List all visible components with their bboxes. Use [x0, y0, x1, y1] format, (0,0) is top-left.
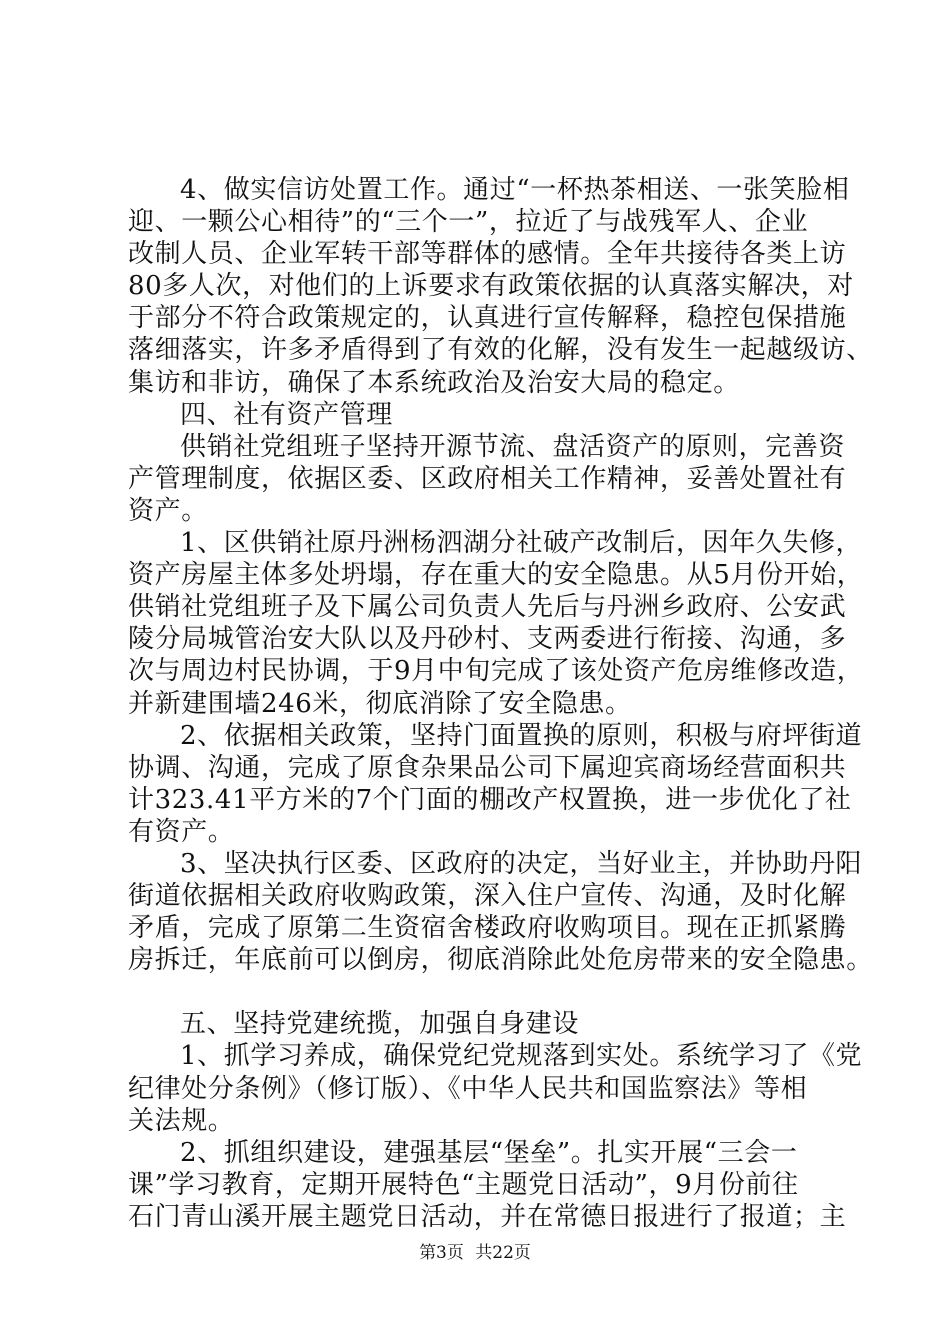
text-line: 资产房屋主体多处坍塌，存在重大的安全隐患。从5月份开始， [128, 560, 864, 591]
paragraph-gap [128, 976, 850, 1008]
text-line: 并新建围墙246米，彻底消除了安全隐患。 [128, 688, 632, 719]
text-line: 于部分不符合政策规定的，认真进行宣传解释，稳控包保措施 [128, 303, 847, 334]
text-line: 石门青山溪开展主题党日活动，并在常德日报进行了报道；主 [128, 1201, 847, 1232]
text-line: 房拆迁，年底前可以倒房，彻底消除此处危房带来的安全隐患。 [128, 945, 873, 976]
text-line: 街道依据相关政府收购政策，深入住户宣传、沟通，及时化解 [128, 881, 847, 912]
page-total: 共22页 [475, 1243, 531, 1263]
text-line: 资产。 [128, 495, 208, 526]
page-number: 第3页 [419, 1243, 464, 1263]
text-line: 集访和非访，确保了本系统政治及治安大局的稳定。 [128, 367, 740, 398]
text-line: 纪律处分条例》（修订版）、《中华人民共和国监察法》等相 [128, 1073, 808, 1104]
text-line: 产管理制度，依据区委、区政府相关工作精神，妥善处置社有 [128, 463, 847, 494]
document-body [128, 174, 873, 1233]
text-line: 1、区供销社原丹洲杨泗湖分社破产改制后，因年久失修， [180, 528, 863, 559]
text-line: 2、抓组织建设，建强基层“堡垒”。扎实开展“三会一 [180, 1137, 798, 1168]
text-line: 3、坚决执行区委、区政府的决定，当好业主，并协助丹阳 [180, 848, 863, 879]
text-line: 关法规。 [128, 1105, 235, 1136]
page-footer [0, 1241, 950, 1265]
text-line: 五、坚持党建统揽，加强自身建设 [180, 1009, 580, 1040]
text-line: 有资产。 [128, 816, 235, 847]
text-line: 矛盾，完成了原第二生资宿舍楼政府收购项目。现在正抓紧腾 [128, 913, 847, 944]
text-line: 计323.41平方米的7个门面的棚改产权置换，进一步优化了社 [128, 784, 852, 815]
text-line: 迎、一颗公心相待”的“三个一”，拉近了与战残军人、企业 [128, 207, 809, 238]
text-line: 改制人员、企业军转干部等群体的感情。全年共接待各类上访 [128, 239, 847, 270]
text-line: 供销社党组班子及下属公司负责人先后与丹洲乡政府、公安武 [128, 592, 847, 623]
text-line: 80多人次，对他们的上诉要求有政策依据的认真落实解决，对 [128, 271, 854, 302]
text-line: 陵分局城管治安大队以及丹砂村、支两委进行衔接、沟通，多 [128, 624, 847, 655]
text-line: 次与周边村民协调，于9月中旬完成了该处资产危房维修改造， [128, 656, 864, 687]
text-line: 供销社党组班子坚持开源节流、盘活资产的原则，完善资 [180, 431, 846, 462]
text-line: 落细落实，许多矛盾得到了有效的化解，没有发生一起越级访、 [128, 335, 873, 366]
text-line: 1、抓学习养成，确保党纪党规落到实处。系统学习了《党 [180, 1041, 863, 1072]
text-line: 协调、沟通，完成了原食杂果品公司下属迎宾商场经营面积共 [128, 752, 847, 783]
text-line: 2、依据相关政策，坚持门面置换的原则，积极与府坪街道 [180, 720, 863, 751]
text-line: 课”学习教育，定期开展特色“主题党日活动”，9月份前往 [128, 1169, 799, 1200]
text-line: 4、做实信访处置工作。通过“一杯热茶相送、一张笑脸相 [180, 175, 850, 205]
text-line: 四、社有资产管理 [180, 399, 393, 430]
